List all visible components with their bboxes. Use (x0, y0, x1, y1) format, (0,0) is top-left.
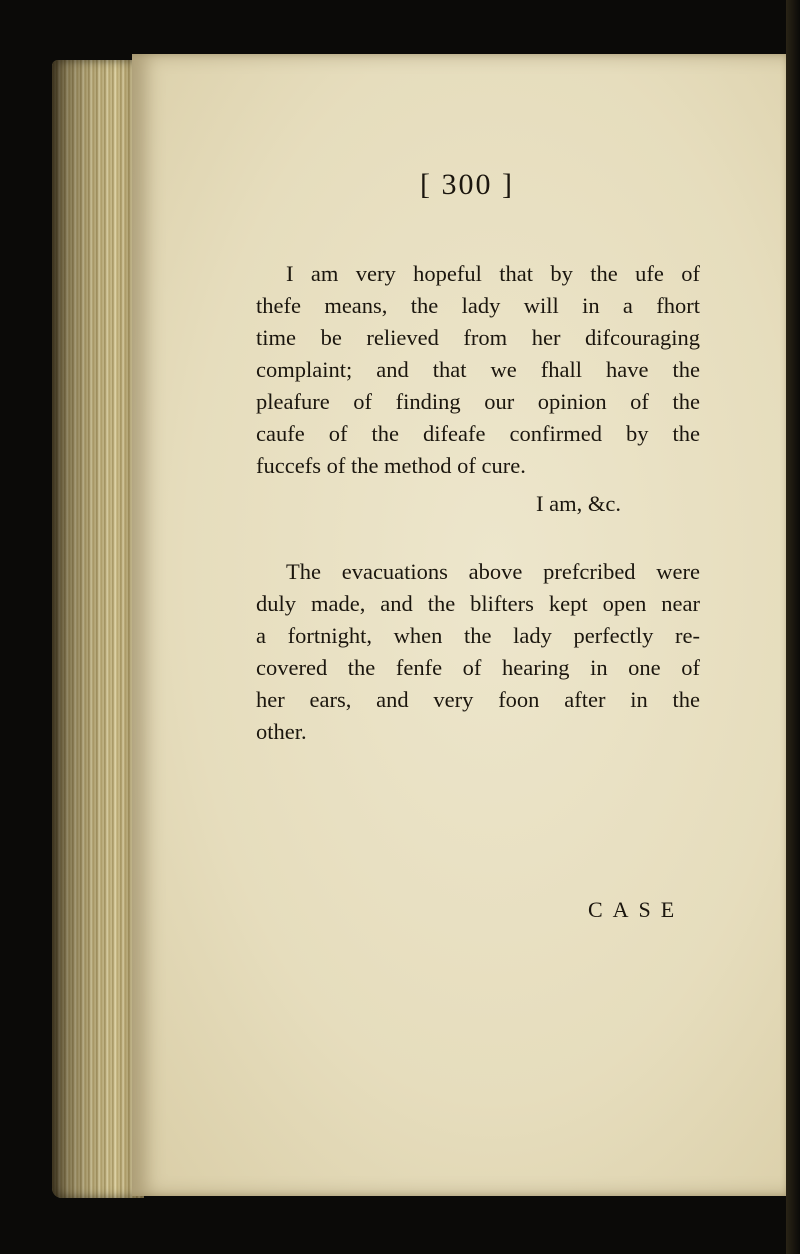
text-line: complaint; and that we fhall have the (256, 357, 700, 382)
text-line: covered the fenfe of hearing in one of (256, 655, 700, 680)
page-number: [ 300 ] (420, 168, 514, 201)
book-page-edges (52, 60, 144, 1198)
text-line: thefe means, the lady will in a fhort (256, 293, 700, 318)
text-line: The evacuations above prefcribed were (286, 559, 700, 584)
book-cover-edge (786, 0, 800, 1254)
letter-closing: I am, &c. (536, 491, 621, 516)
text-line: duly made, and the blifters kept open near (256, 591, 700, 616)
text-line: other. (256, 719, 307, 744)
text-line: fuccefs of the method of cure. (256, 453, 526, 478)
catchword: CASE (588, 897, 685, 922)
text-line: time be relieved from her difcouraging (256, 325, 700, 350)
text-line: caufe of the difeafe confirmed by the (256, 421, 700, 446)
paragraph-letter-ending (256, 258, 700, 482)
text-line: her ears, and very foon after in the (256, 687, 700, 712)
paragraph-outcome (256, 556, 700, 748)
text-line: I am very hopeful that by the ufe of (286, 261, 700, 286)
text-line: a fortnight, when the lady perfectly re- (256, 623, 700, 648)
text-line: pleafure of finding our opinion of the (256, 389, 700, 414)
